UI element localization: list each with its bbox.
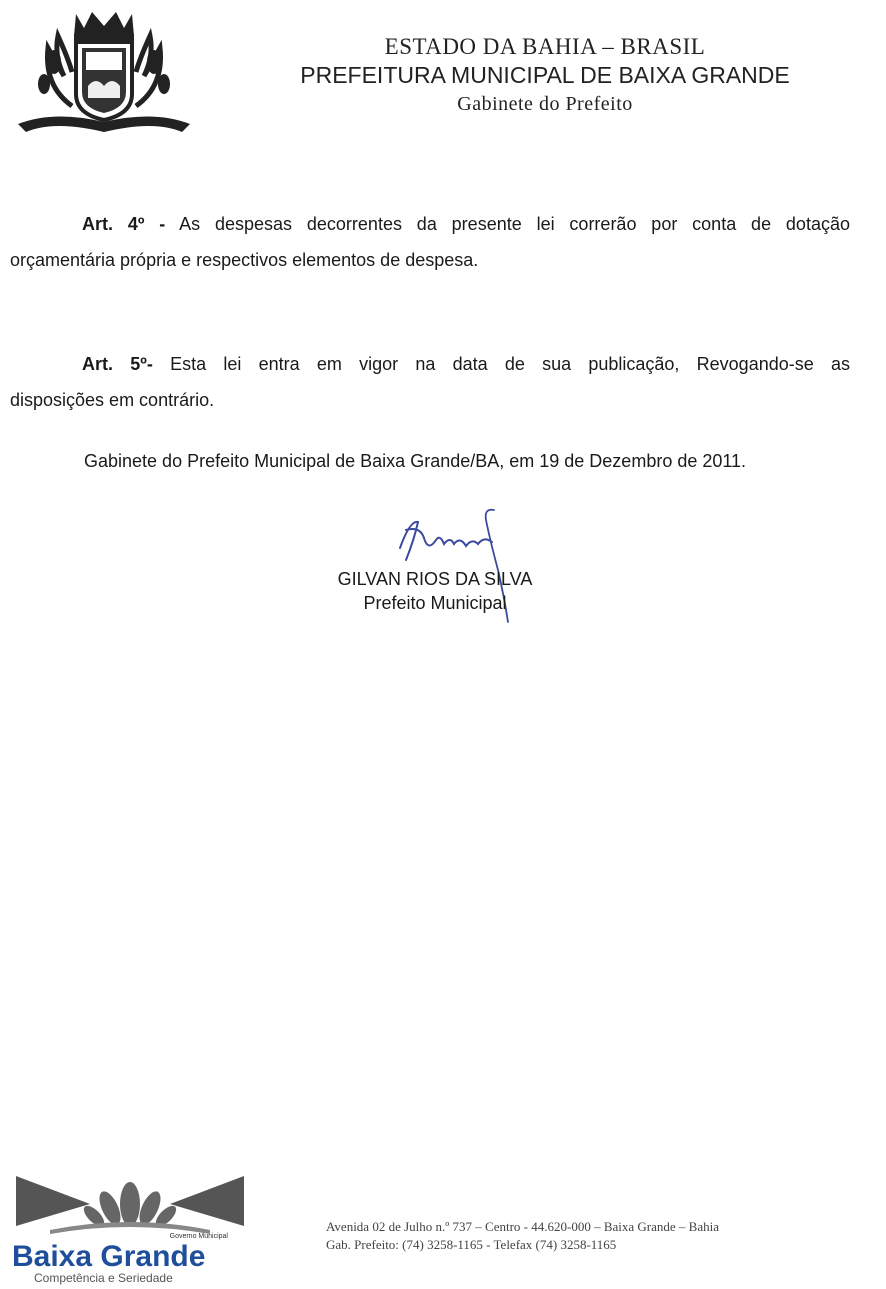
municipal-coat-of-arms bbox=[14, 6, 194, 138]
footer-address-line-1: Avenida 02 de Julho n.º 737 – Centro - 44.620-000 – Baixa Grande – Bahia bbox=[326, 1219, 719, 1234]
article-4-label: Art. 4º - bbox=[82, 214, 166, 234]
header-gabinete: Gabinete do Prefeito bbox=[457, 93, 633, 115]
signer-name: GILVAN RIOS DA SILVA bbox=[337, 569, 533, 589]
article-5-text-1: Esta lei entra em vigor na data de sua publicação, Revogando-se as bbox=[170, 354, 850, 374]
header-prefeitura: PREFEITURA MUNICIPAL DE BAIXA GRANDE bbox=[300, 62, 790, 88]
article-4-text-1: As despesas decorrentes da presente lei correrão por conta de dotação bbox=[179, 214, 850, 234]
closing-date-line: Gabinete do Prefeito Municipal de Baixa Grande/BA, em 19 de Dezembro de 2011. bbox=[84, 451, 747, 471]
header-state: ESTADO DA BAHIA – BRASIL bbox=[384, 34, 706, 59]
logo-tagline: Competência e Seriedade bbox=[34, 1271, 173, 1285]
footer-address-line-2: Gab. Prefeito: (74) 3258-1165 - Telefax (74) 3258-1165 bbox=[326, 1237, 617, 1252]
article-4-text-2: orçamentária própria e respectivos elementos de despesa. bbox=[10, 250, 479, 270]
article-4 bbox=[10, 206, 850, 278]
article-4-line-1 bbox=[10, 206, 850, 242]
article-5-label: Art. 5º- bbox=[82, 354, 153, 374]
logo-small-text: Governo Municipal bbox=[169, 1233, 228, 1240]
signer-role: Prefeito Municipal bbox=[363, 593, 507, 613]
baixa-grande-logo bbox=[10, 1174, 250, 1286]
article-5-line-1 bbox=[10, 346, 850, 382]
article-5-text-2: disposições em contrário. bbox=[10, 390, 215, 410]
logo-title: Baixa Grande bbox=[12, 1240, 206, 1273]
article-5 bbox=[10, 346, 850, 418]
